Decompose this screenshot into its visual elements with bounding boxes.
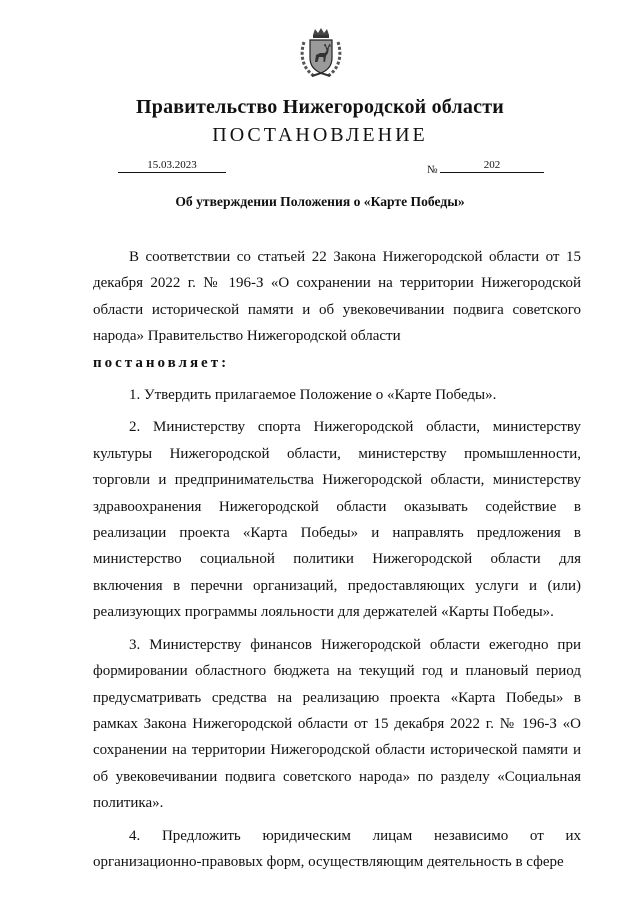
clause-4: 4. Предложить юридическим лицам независимо от их организационно-правовых форм, осуществляющим деятельность в сфере [93, 827, 581, 870]
document-body [93, 244, 581, 875]
number-label: № [427, 164, 438, 176]
clause-2: 2. Министерству спорта Нижегородской области, министерству культуры Нижегородской области, министерству промышленности, торговли и предпринимательства Нижегородской области, министерству здравоохранения Нижегородской области оказывать содействие в реализации проекта «Карта Победы» и направлять предложения в министерство социальной политики Нижегородской области для включения в перечни организаций, предоставляющих услуги и (или) реализующих программы лояльности для держателей «Карты Победы». [93, 419, 581, 621]
government-name: Правительство Нижегородской области [136, 96, 504, 118]
document-type: ПОСТАНОВЛЕНИЕ [212, 124, 428, 146]
document-subject: Об утверждении Положения о «Карте Победы» [175, 194, 465, 209]
preamble-paragraph [93, 244, 581, 376]
resolves-word: постановляет: [93, 354, 230, 371]
document-number: 202 [440, 159, 544, 173]
clause-1: 1. Утвердить прилагаемое Положение о «Карте Победы». [129, 387, 497, 404]
coat-of-arms-icon [298, 26, 344, 80]
document-date: 15.03.2023 [118, 159, 226, 173]
clause-3: 3. Министерству финансов Нижегородской области ежегодно при формировании областного бюджета на текущий год и плановый период предусматривать средства на реализацию проекта «Карта Победы» в рамках Закона Нижегородской области от 15 декабря 2022 г. № 196-З «О сохранении на территории Нижегородской области исторической памяти и об увековечивании подвига советского народа» по разделу «Социальная политика». [93, 636, 581, 812]
preamble-text: В соответствии со статьей 22 Закона Нижегородской области от 15 декабря 2022 г. № 196-З «О сохранении на территории Нижегородской области исторической памяти и об увековечивании подвига советского народа» Правительство Нижегородской области [93, 249, 581, 345]
